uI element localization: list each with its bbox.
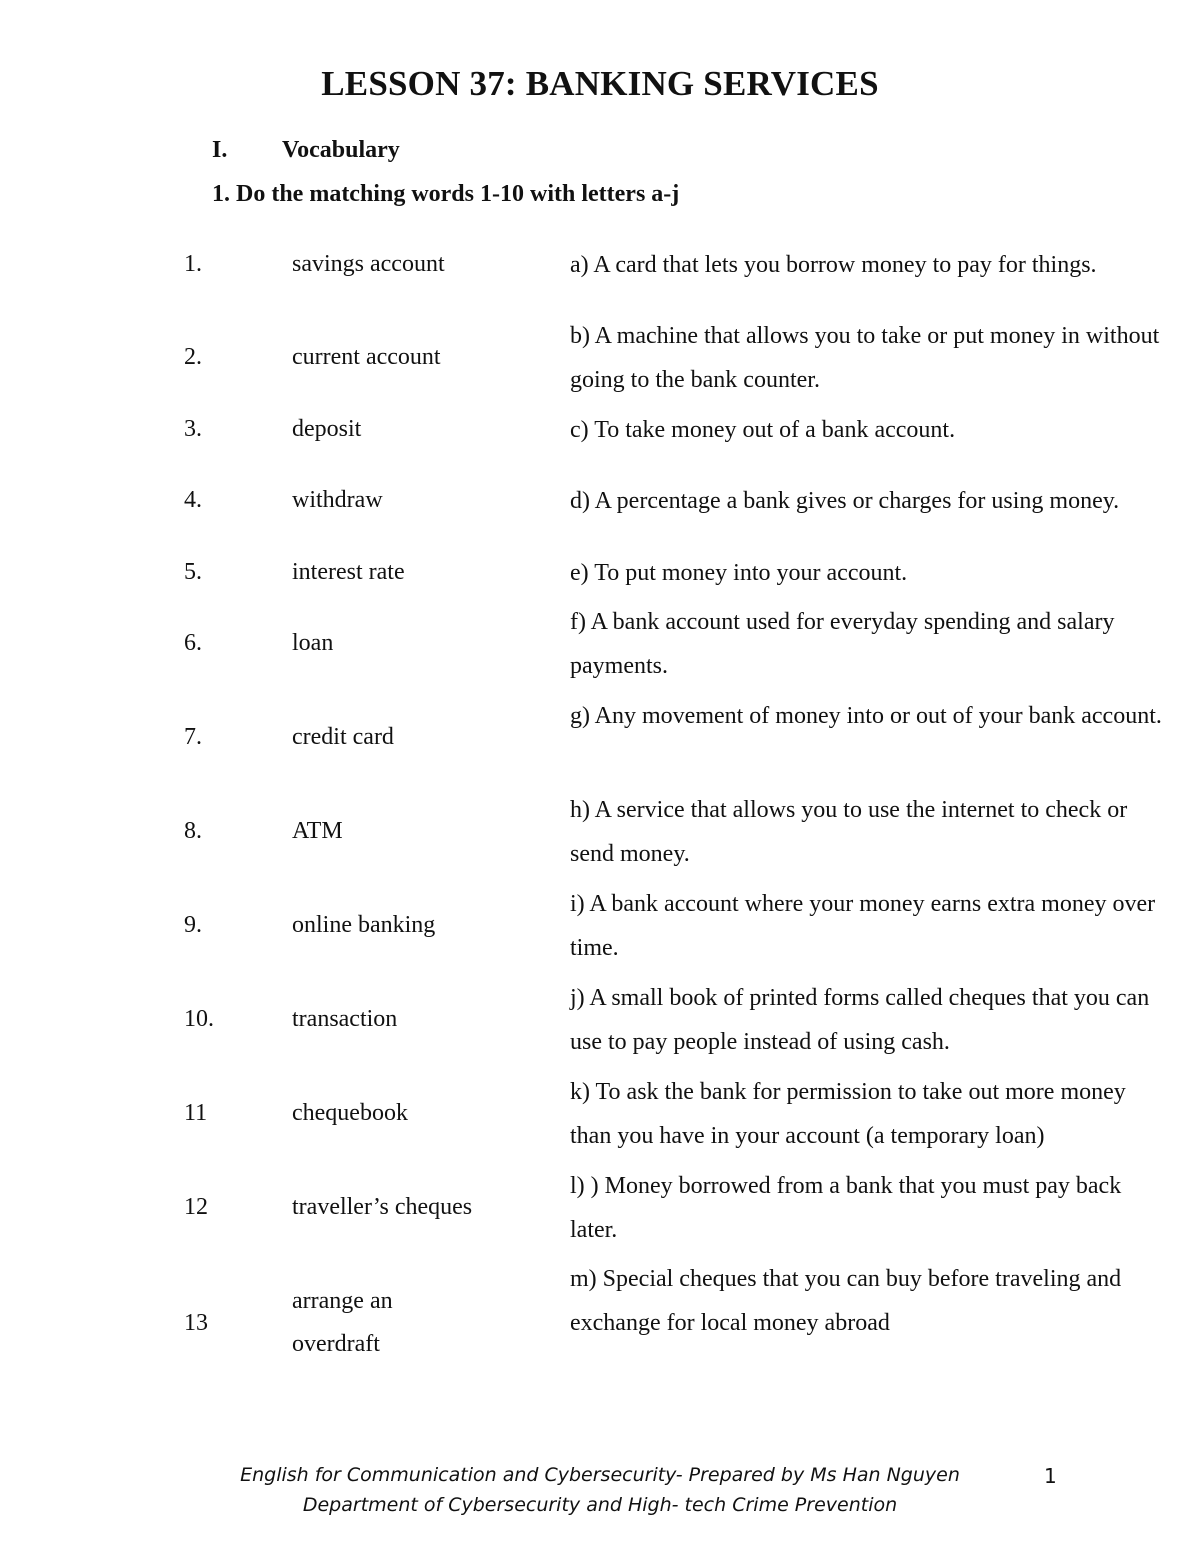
item-term: interest rate <box>292 559 405 585</box>
section-heading <box>212 137 400 164</box>
item-term: deposit <box>292 416 362 442</box>
item-term: savings account <box>292 251 445 277</box>
item-definition: c) To take money out of a bank account. <box>570 417 956 443</box>
item-term: traveller’s cheques <box>292 1194 473 1220</box>
item-number: 12 <box>184 1194 208 1220</box>
item-definition: k) To ask the bank for permission to take out more money than you have in your account (a temporary loan) <box>570 1079 1126 1149</box>
item-number: 3. <box>184 416 202 442</box>
exercise-instruction: 1. Do the matching words 1-10 with letters a-j <box>212 181 680 207</box>
section-label: Vocabulary <box>282 137 400 163</box>
item-term: credit card <box>292 724 394 750</box>
item-term: arrange an overdraft <box>292 1288 393 1357</box>
item-number: 11 <box>184 1100 208 1126</box>
item-definition: m) Special cheques that you can buy before traveling and exchange for local money abroad <box>570 1266 1122 1336</box>
item-definition: i) A bank account where your money earns extra money over time. <box>570 891 1156 961</box>
item-term: online banking <box>292 912 436 938</box>
item-number: 10. <box>184 1006 214 1032</box>
item-definition: j) A small book of printed forms called cheques that you can use to pay people instead of using cash. <box>570 985 1150 1055</box>
item-number: 6. <box>184 630 202 656</box>
item-definition: h) A service that allows you to use the internet to check or send money. <box>570 797 1128 867</box>
item-number: 4. <box>184 487 202 513</box>
item-number: 7. <box>184 724 202 750</box>
item-number: 9. <box>184 912 202 938</box>
footer-line-2: Department of Cybersecurity and High- tech Crime Prevention <box>302 1494 898 1516</box>
item-term: current account <box>292 344 441 370</box>
item-definition: b) A machine that allows you to take or put money in without going to the bank counter. <box>570 323 1160 393</box>
item-term: loan <box>292 630 334 656</box>
item-term: withdraw <box>292 487 383 513</box>
page-title: LESSON 37: BANKING SERVICES <box>321 64 879 103</box>
item-definition: a) A card that lets you borrow money to pay for things. <box>570 252 1097 278</box>
item-number: 2. <box>184 344 202 370</box>
item-number: 13 <box>184 1310 208 1336</box>
item-definition: e) To put money into your account. <box>570 560 908 586</box>
item-number: 8. <box>184 818 202 844</box>
item-number: 1. <box>184 251 202 277</box>
footer-line-1: English for Communication and Cybersecurity- Prepared by Ms Han Nguyen <box>240 1464 960 1486</box>
item-definition: l) ) Money borrowed from a bank that you must pay back later. <box>570 1173 1122 1243</box>
item-definition: g) Any movement of money into or out of your bank account. <box>570 703 1162 729</box>
item-term: transaction <box>292 1006 398 1032</box>
section-number: I. <box>212 137 228 163</box>
item-definition: d) A percentage a bank gives or charges for using money. <box>570 488 1120 514</box>
item-number: 5. <box>184 559 202 585</box>
page-number: 1 <box>1044 1464 1057 1488</box>
item-definition: f) A bank account used for everyday spending and salary payments. <box>570 609 1115 679</box>
item-term: chequebook <box>292 1100 408 1126</box>
item-term: ATM <box>292 818 343 844</box>
